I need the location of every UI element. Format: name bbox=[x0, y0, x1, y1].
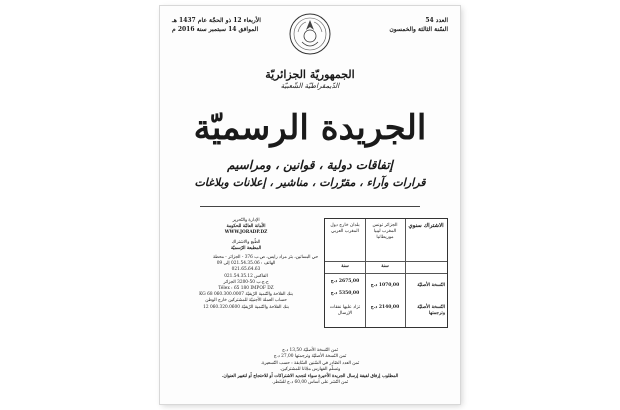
phone-2: 021.65.64.63 bbox=[231, 267, 261, 273]
website: WWW.JORADP.DZ bbox=[224, 230, 268, 236]
gazette-cover-page bbox=[160, 6, 460, 404]
org-printing: المطبعة الرّسميّة bbox=[230, 245, 262, 251]
row-translation-label: النّسخة الأصليّة وترجمتها bbox=[417, 305, 445, 316]
issue-number: العدد 54 bbox=[425, 17, 448, 24]
ccp-account: ح.ج.ب 50-3200 الجزائر bbox=[223, 279, 269, 285]
label-editorial: الإدارة والتّحرير bbox=[232, 218, 260, 223]
republic-subtitle: الدّيمقراطيّة الشّعبيّة bbox=[280, 82, 340, 90]
gregorian-date: الموافق 14 سبتمبر سنة 2016 م bbox=[172, 26, 259, 33]
price-original-local: 1070,00 د.ج bbox=[370, 283, 400, 288]
administration-info bbox=[174, 218, 318, 311]
algeria-emblem-icon bbox=[288, 12, 332, 56]
info-section bbox=[174, 218, 446, 338]
divider bbox=[200, 206, 420, 207]
subscription-title: الاشتراك سنوي bbox=[408, 223, 444, 229]
republic-name: الجمهوريّة الجزائريّة bbox=[265, 68, 355, 81]
subtitle-line1: إتفاقات دولية ، قوانين ، ومراسيم bbox=[227, 158, 393, 172]
column-maghreb-countries: الجزائر تونس المغرب ليبيا موريطانيا bbox=[372, 223, 398, 240]
issue-info bbox=[389, 16, 448, 34]
date-info bbox=[172, 16, 261, 34]
column-year-abroad: سنة bbox=[341, 264, 349, 269]
footer-line-5: المطلوب إرفاق لفيفة إرسال الجريدة الأخيرة سواء لتجديد الاشتراكات أو للاحتجاج أو لتغيير العنوان. bbox=[221, 373, 399, 379]
telex: Télex : 65 180 IMPOF DZ bbox=[218, 286, 274, 292]
shipping-note: تزاد عليها نفقات الإرسال bbox=[329, 305, 361, 316]
column-abroad: بلدان خارج دول المغرب العربي bbox=[330, 223, 360, 234]
year-of-publication: السّنة الثالثة والخمسون bbox=[389, 26, 448, 33]
fax: الفاكس 021.54.35.12 bbox=[224, 273, 268, 279]
footer-line-3: ثمن العدد الصّادر في السّنين السّابقة : حسب التّسعيرة. bbox=[260, 360, 360, 366]
hijri-date: الأربعاء 12 ذو الحجّة عام 1437 هـ bbox=[172, 17, 261, 24]
price-translation-abroad: 5350,00 د.ج bbox=[330, 291, 360, 296]
phone-1: الهاتف : 021.54.35.06 إلى 09 bbox=[216, 261, 276, 267]
price-original-abroad: 2675,00 د.ج bbox=[330, 279, 360, 284]
row-original-label: النّسخة الأصليّة bbox=[417, 283, 445, 288]
bank-account-1: بنك الفلاحة والتّنمية الرّيفيّة 060.300.0007 68 KG bbox=[199, 292, 293, 298]
gazette-title: الجريدة الرسميّة bbox=[193, 108, 427, 148]
footer-line-1: ثمن النّسخة الأصليّة 13,50 د.ج bbox=[282, 348, 338, 353]
subtitle-line2: قرارات وآراء ، مقرّرات ، مناشير ، إعلانات وبلاغات bbox=[194, 176, 426, 189]
column-year-local: سنة bbox=[381, 264, 389, 269]
org-editorial: الأمانة العامّة للحكومة bbox=[226, 224, 266, 230]
subscription-table bbox=[324, 218, 448, 328]
bank-account-2: حساب العملة الأجنبيّة للمشتركين خارج الوطن bbox=[205, 298, 287, 304]
label-printing: الطّبع والاشتراك bbox=[231, 239, 261, 245]
price-translation-local: 2140,00 د.ج bbox=[370, 305, 400, 310]
pricing-footer bbox=[160, 348, 460, 386]
footer-line-2: ثمن النّسخة الأصليّة وترجمتها 27,00 د.ج bbox=[273, 354, 347, 360]
footer-line-4: وتسلّم الفهارس مجّانا للمشتركين. bbox=[279, 367, 341, 373]
bank-account-3: بنك الفلاحة والتّنمية الرّيفيّة 060.320.0600 12 bbox=[203, 304, 289, 310]
address: حي البساتين، بئر مراد رايس، ص.ب 376 - الجزائر - محطة bbox=[213, 255, 318, 261]
footer-line-6: ثمن النّشر على أساس 60,00 د.ج للسّطر. bbox=[271, 380, 349, 386]
